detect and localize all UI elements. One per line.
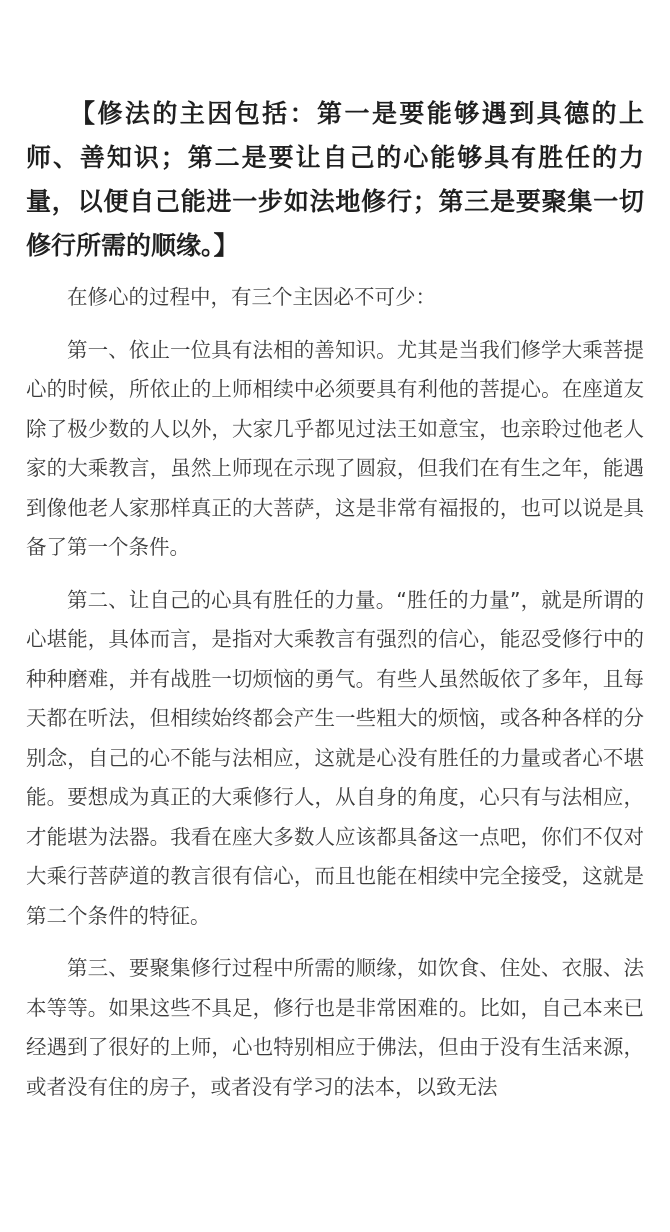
paragraph-third-cause: 第三、要聚集修行过程中所需的顺缘，如饮食、住处、衣服、法本等等。如果这些不具足，修行也是非常困难的。比如，自己本来已经遇到了很好的上师，心也特别相应于佛法，但由于没有生活来源，或者没有住的房子，或者没有学习的法本，以致无法	[26, 956, 644, 1099]
article	[26, 92, 644, 1120]
paragraph-intro: 在修心的过程中，有三个主因必不可少：	[67, 285, 436, 309]
article-heading: 【修法的主因包括：第一是要能够遇到具德的上师、善知识；第二是要让自己的心能够具有胜任的力量，以便自己能进一步如法地修行；第三是要聚集一切修行所需的顺缘。】	[26, 99, 644, 260]
paragraph-second-cause: 第二、让自己的心具有胜任的力量。“胜任的力量”，就是所谓的心堪能，具体而言，是指对大乘教言有强烈的信心，能忍受修行中的种种磨难，并有战胜一切烦恼的勇气。有些人虽然皈依了多年，且每天都在听法，但相续始终都会产生一些粗大的烦恼，或各种各样的分别念，自己的心不能与法相应，这就是心没有胜任的力量或者心不堪能。要想成为真正的大乘修行人，从自身的角度，心只有与法相应，才能堪为法器。我看在座大多数人应该都具备这一点吧，你们不仅对大乘行菩萨道的教言很有信心，而且也能在相续中完全接受，这就是第二个条件的特征。	[26, 587, 644, 928]
paragraph-first-cause: 第一、依止一位具有法相的善知识。尤其是当我们修学大乘菩提心的时候，所依止的上师相续中必须要具有利他的菩提心。在座道友除了极少数的人以外，大家几乎都见过法王如意宝，也亲聆过他老人家的大乘教言，虽然上师现在示现了圆寂，但我们在有生之年，能遇到像他老人家那样真正的大菩萨，这是非常有福报的，也可以说是具备了第一个条件。	[26, 337, 644, 559]
